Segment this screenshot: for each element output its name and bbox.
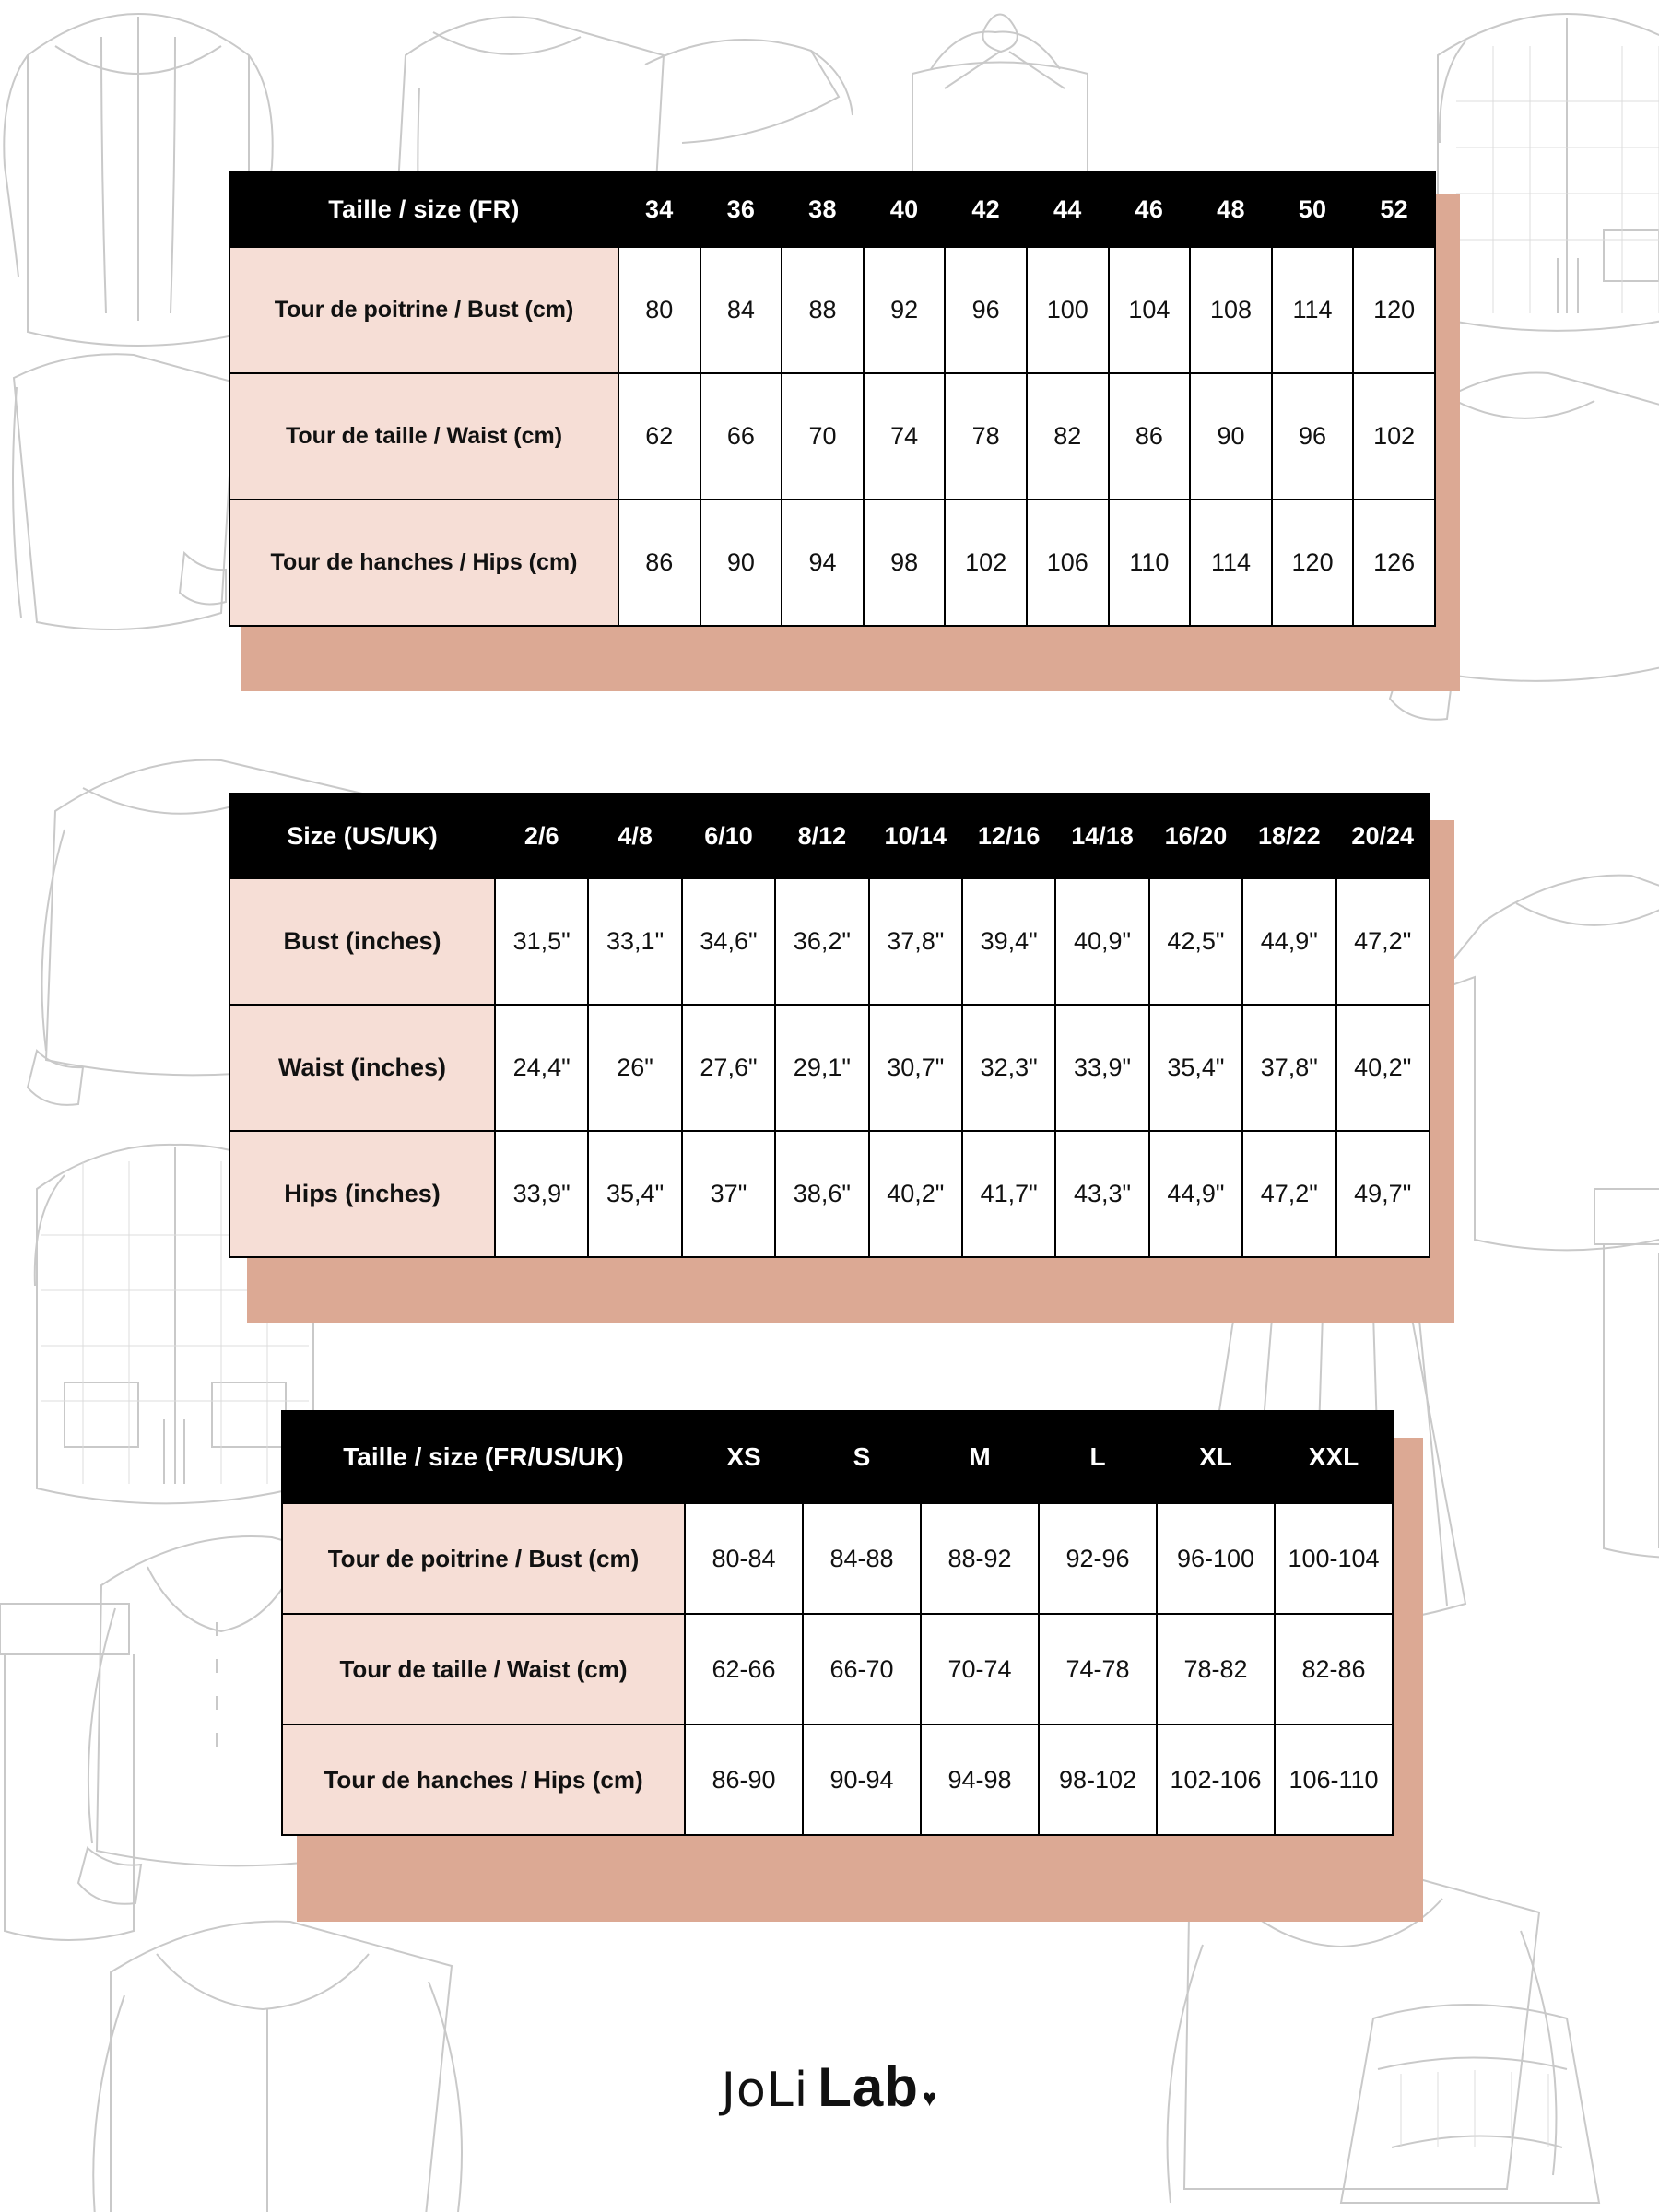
header-cell-size: 2/6 <box>495 794 588 878</box>
table-cell: 74-78 <box>1039 1614 1157 1724</box>
table-cell: 80 <box>618 247 700 373</box>
table-cell: 90-94 <box>803 1724 921 1835</box>
table-cell: 37" <box>682 1131 775 1257</box>
header-cell-size: 48 <box>1190 171 1272 247</box>
table-cell: 98-102 <box>1039 1724 1157 1835</box>
logo-text-lab: Lab <box>818 2056 919 2118</box>
table-cell: 30,7" <box>869 1005 962 1131</box>
table-cell: 33,1" <box>588 878 681 1005</box>
table-cell: 104 <box>1109 247 1191 373</box>
table-row <box>282 1724 1393 1835</box>
table-cell: 90 <box>700 500 782 626</box>
heart-icon: ♥ <box>922 2084 938 2112</box>
row-label-hips: Tour de hanches / Hips (cm) <box>229 500 618 626</box>
table-row <box>229 500 1435 626</box>
table-cell: 39,4" <box>962 878 1055 1005</box>
header-cell-size: 10/14 <box>869 794 962 878</box>
table-row <box>229 247 1435 373</box>
table-cell: 82 <box>1027 373 1109 500</box>
table-cell: 80-84 <box>685 1503 803 1614</box>
table-cell: 96 <box>945 247 1027 373</box>
table-cell: 84-88 <box>803 1503 921 1614</box>
header-cell-size: 14/18 <box>1055 794 1148 878</box>
brand-logo <box>0 2055 1659 2119</box>
sketch-tshirt-mid-right <box>1424 876 1659 1251</box>
table-cell: 62 <box>618 373 700 500</box>
table-cell: 35,4" <box>1149 1005 1242 1131</box>
size-table-us-uk-inches <box>229 793 1430 1258</box>
table-cell: 29,1" <box>775 1005 868 1131</box>
table-cell: 42,5" <box>1149 878 1242 1005</box>
table-cell: 120 <box>1272 500 1354 626</box>
header-cell-size: 50 <box>1272 171 1354 247</box>
table-cell: 44,9" <box>1242 878 1335 1005</box>
header-cell-size: M <box>921 1411 1039 1503</box>
table-row <box>229 373 1435 500</box>
table-cell: 102 <box>945 500 1027 626</box>
sketch-sleeve-top-left <box>13 354 235 629</box>
table-cell: 106-110 <box>1275 1724 1393 1835</box>
table-cell: 40,2" <box>1336 1005 1430 1131</box>
table-cell: 70 <box>782 373 864 500</box>
header-cell-size: XL <box>1157 1411 1275 1503</box>
header-cell-size: 18/22 <box>1242 794 1335 878</box>
table-cell: 38,6" <box>775 1131 868 1257</box>
header-cell-size: 36 <box>700 171 782 247</box>
table-header-row <box>229 171 1435 247</box>
table-cell: 31,5" <box>495 878 588 1005</box>
row-label-waist: Tour de taille / Waist (cm) <box>282 1614 685 1724</box>
header-cell-size: 12/16 <box>962 794 1055 878</box>
table-cell: 27,6" <box>682 1005 775 1131</box>
row-label-waist: Waist (inches) <box>229 1005 495 1131</box>
table-cell: 41,7" <box>962 1131 1055 1257</box>
table-cell: 94-98 <box>921 1724 1039 1835</box>
header-cell-size: 46 <box>1109 171 1191 247</box>
table-cell: 33,9" <box>1055 1005 1148 1131</box>
row-label-bust: Tour de poitrine / Bust (cm) <box>229 247 618 373</box>
table-cell: 62-66 <box>685 1614 803 1724</box>
sketch-quilted-vest-top-right <box>1438 14 1659 331</box>
table-cell: 33,9" <box>495 1131 588 1257</box>
header-cell-size: 40 <box>864 171 946 247</box>
table-cell: 102 <box>1353 373 1435 500</box>
table-cell: 102-106 <box>1157 1724 1275 1835</box>
header-cell-label: Size (US/UK) <box>229 794 495 878</box>
table-cell: 100 <box>1027 247 1109 373</box>
table-cell: 114 <box>1272 247 1354 373</box>
table-cell: 92-96 <box>1039 1503 1157 1614</box>
header-cell-size: 8/12 <box>775 794 868 878</box>
header-cell-label: Taille / size (FR) <box>229 171 618 247</box>
sketch-skirt-bottom-left <box>0 1604 134 1940</box>
table-cell: 40,9" <box>1055 878 1148 1005</box>
row-label-hips: Tour de hanches / Hips (cm) <box>282 1724 685 1835</box>
table-cell: 106 <box>1027 500 1109 626</box>
header-cell-size: 6/10 <box>682 794 775 878</box>
table-cell: 37,8" <box>869 878 962 1005</box>
table-cell: 24,4" <box>495 1005 588 1131</box>
table-cell: 96-100 <box>1157 1503 1275 1614</box>
table-cell: 90 <box>1190 373 1272 500</box>
table-header-row <box>282 1411 1393 1503</box>
table-cell: 84 <box>700 247 782 373</box>
row-label-bust: Bust (inches) <box>229 878 495 1005</box>
header-cell-size: S <box>803 1411 921 1503</box>
table-cell: 44,9" <box>1149 1131 1242 1257</box>
header-cell-size: XXL <box>1275 1411 1393 1503</box>
table-cell: 49,7" <box>1336 1131 1430 1257</box>
table-cell: 78-82 <box>1157 1614 1275 1724</box>
row-label-bust: Tour de poitrine / Bust (cm) <box>282 1503 685 1614</box>
table-cell: 86 <box>1109 373 1191 500</box>
header-cell-size: 38 <box>782 171 864 247</box>
table-cell: 36,2" <box>775 878 868 1005</box>
table-cell: 98 <box>864 500 946 626</box>
table-cell: 43,3" <box>1055 1131 1148 1257</box>
table-cell: 34,6" <box>682 878 775 1005</box>
row-label-waist: Tour de taille / Waist (cm) <box>229 373 618 500</box>
header-cell-size: 42 <box>945 171 1027 247</box>
size-table-fr-cm <box>229 171 1436 627</box>
table-cell: 114 <box>1190 500 1272 626</box>
table-cell: 37,8" <box>1242 1005 1335 1131</box>
row-label-hips: Hips (inches) <box>229 1131 495 1257</box>
table-cell: 94 <box>782 500 864 626</box>
table-row <box>229 878 1430 1005</box>
table-cell: 82-86 <box>1275 1614 1393 1724</box>
table-cell: 47,2" <box>1242 1131 1335 1257</box>
sketch-skirt-mid-right <box>1594 1189 1659 1558</box>
logo-text-joli: JoLi <box>721 2063 809 2118</box>
table-cell: 78 <box>945 373 1027 500</box>
table-cell: 40,2" <box>869 1131 962 1257</box>
header-cell-size: 52 <box>1353 171 1435 247</box>
table-cell: 88 <box>782 247 864 373</box>
table-cell: 86 <box>618 500 700 626</box>
header-cell-label: Taille / size (FR/US/UK) <box>282 1411 685 1503</box>
header-cell-size: L <box>1039 1411 1157 1503</box>
table-row <box>282 1614 1393 1724</box>
table-cell: 108 <box>1190 247 1272 373</box>
table-cell: 66 <box>700 373 782 500</box>
header-cell-size: 44 <box>1027 171 1109 247</box>
header-cell-size: 4/8 <box>588 794 681 878</box>
size-table-letter-cm <box>281 1410 1394 1836</box>
table-cell: 66-70 <box>803 1614 921 1724</box>
table-cell: 26" <box>588 1005 681 1131</box>
header-cell-size: 20/24 <box>1336 794 1430 878</box>
table-cell: 100-104 <box>1275 1503 1393 1614</box>
table-cell: 110 <box>1109 500 1191 626</box>
table-cell: 126 <box>1353 500 1435 626</box>
table-row <box>282 1503 1393 1614</box>
table-cell: 47,2" <box>1336 878 1430 1005</box>
header-cell-size: 16/20 <box>1149 794 1242 878</box>
table-row <box>229 1005 1430 1131</box>
header-cell-size: XS <box>685 1411 803 1503</box>
table-cell: 92 <box>864 247 946 373</box>
table-row <box>229 1131 1430 1257</box>
table-header-row <box>229 794 1430 878</box>
table-cell: 32,3" <box>962 1005 1055 1131</box>
table-cell: 70-74 <box>921 1614 1039 1724</box>
header-cell-size: 34 <box>618 171 700 247</box>
table-cell: 96 <box>1272 373 1354 500</box>
table-cell: 86-90 <box>685 1724 803 1835</box>
table-cell: 35,4" <box>588 1131 681 1257</box>
table-cell: 88-92 <box>921 1503 1039 1614</box>
table-cell: 120 <box>1353 247 1435 373</box>
table-cell: 74 <box>864 373 946 500</box>
